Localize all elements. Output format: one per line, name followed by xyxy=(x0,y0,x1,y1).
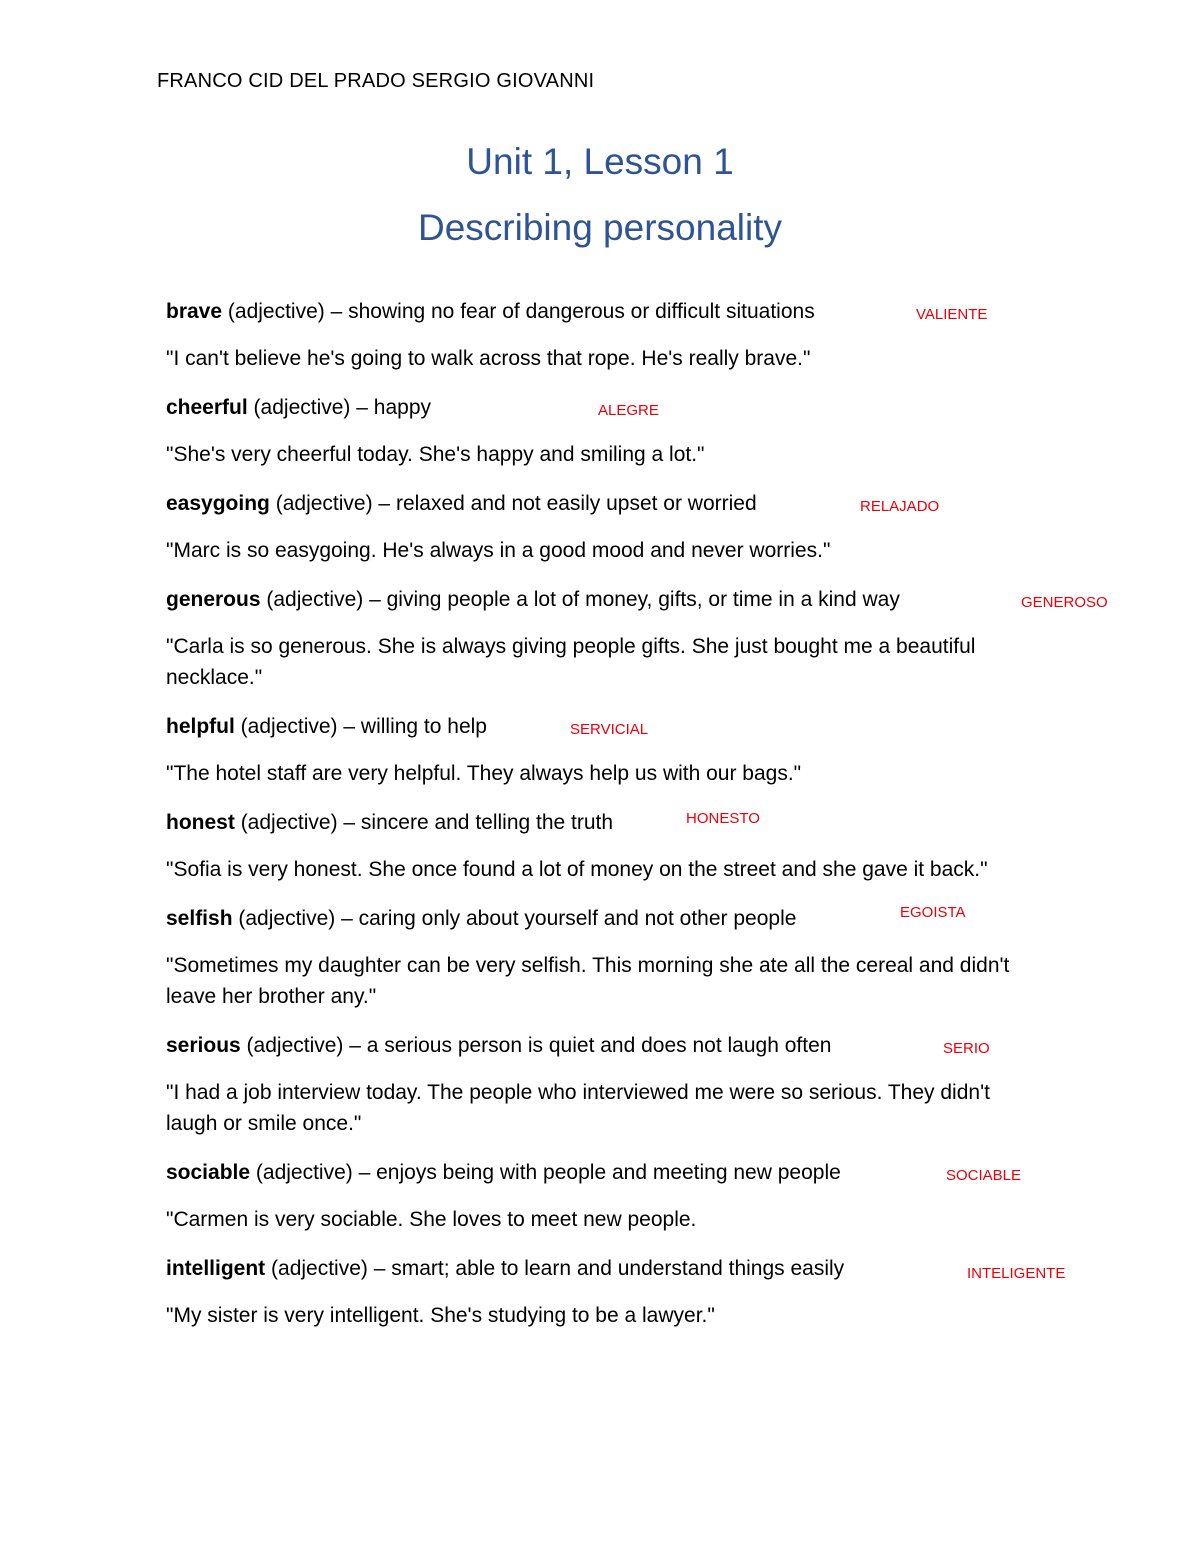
definition-line: brave (adjective) – showing no fear of dangerous or difficult situations VALIENTE xyxy=(166,296,1156,328)
vocab-entry-serious xyxy=(166,1030,1156,1139)
definition-line: helpful (adjective) – willing to help SERVICIAL xyxy=(166,711,1156,743)
vocab-word: brave xyxy=(166,300,223,323)
spanish-translation: ALEGRE xyxy=(598,402,659,419)
spanish-translation: VALIENTE xyxy=(916,306,988,323)
definition-line: serious (adjective) – a serious person is quiet and does not laugh often SERIO xyxy=(166,1030,1156,1062)
vocab-word: serious xyxy=(166,1034,241,1057)
lesson-title: Unit 1, Lesson 1 xyxy=(466,141,734,182)
vocab-word: intelligent xyxy=(166,1257,266,1280)
vocab-word: selfish xyxy=(166,907,233,930)
author-name: FRANCO CID DEL PRADO SERGIO GIOVANNI xyxy=(157,70,595,92)
spanish-translation: SOCIABLE xyxy=(946,1167,1022,1184)
definition-text: willing to help xyxy=(360,715,487,738)
definition-text: relaxed and not easily upset or worried xyxy=(395,492,757,515)
definition-line: generous (adjective) – giving people a lot of money, gifts, or time in a kind way GENEROSO xyxy=(166,584,1156,616)
definition-text: enjoys being with people and meeting new people xyxy=(376,1161,841,1184)
part-of-speech: (adjective) xyxy=(240,715,338,738)
example-sentence: "I can't believe he's going to walk across that rope. He's really brave." xyxy=(166,347,811,370)
vocab-word: cheerful xyxy=(166,396,248,419)
vocab-entry-selfish xyxy=(166,903,1156,1012)
definition-text: happy xyxy=(373,396,431,419)
vocab-entry-brave xyxy=(166,296,1156,374)
definition-line: sociable (adjective) – enjoys being with people and meeting new people SOCIABLE xyxy=(166,1157,1156,1189)
vocab-entry-generous xyxy=(166,584,1156,693)
part-of-speech: (adjective) xyxy=(271,1257,368,1280)
vocab-entry-cheerful xyxy=(166,392,1156,470)
part-of-speech: (adjective) xyxy=(227,300,325,323)
spanish-translation: SERIO xyxy=(943,1040,990,1057)
vocab-word: sociable xyxy=(166,1161,251,1184)
definition-line: selfish (adjective) – caring only about yourself and not other people EGOISTA xyxy=(166,903,1156,935)
vocab-entry-sociable xyxy=(166,1157,1156,1235)
definition-text: sincere and telling the truth xyxy=(360,811,614,834)
spanish-translation: EGOISTA xyxy=(900,904,966,921)
definition-text: caring only about yourself and not other people xyxy=(358,907,797,930)
vocab-word: generous xyxy=(166,588,261,611)
example-sentence: "The hotel staff are very helpful. They always help us with our bags." xyxy=(166,762,802,785)
example-sentence: "Sometimes my daughter can be very selfish. This morning she ate all the cereal and didn't leave her brother any." xyxy=(166,954,1010,1008)
vocab-entry-easygoing xyxy=(166,488,1156,566)
vocab-word: easygoing xyxy=(166,492,270,515)
example-sentence: "Sofia is very honest. She once found a lot of money on the street and she gave it back." xyxy=(166,858,988,881)
vocab-entry-helpful xyxy=(166,711,1156,789)
spanish-translation: SERVICIAL xyxy=(570,721,649,738)
definition-line: cheerful (adjective) – happy ALEGRE xyxy=(166,392,1156,424)
vocabulary-list xyxy=(166,296,1156,1349)
definition-text: giving people a lot of money, gifts, or time in a kind way xyxy=(386,588,900,611)
spanish-translation: GENEROSO xyxy=(1021,594,1108,611)
part-of-speech: (adjective) xyxy=(238,907,336,930)
part-of-speech: (adjective) xyxy=(266,588,364,611)
example-sentence: "She's very cheerful today. She's happy and smiling a lot." xyxy=(166,443,705,466)
vocab-word: honest xyxy=(166,811,235,834)
part-of-speech: (adjective) xyxy=(253,396,351,419)
vocab-entry-honest xyxy=(166,807,1156,885)
vocab-entry-intelligent xyxy=(166,1253,1156,1331)
definition-line: honest (adjective) – sincere and telling the truth HONESTO xyxy=(166,807,1156,839)
definition-text: smart; able to learn and understand things easily xyxy=(391,1257,845,1280)
spanish-translation: RELAJADO xyxy=(860,498,940,515)
definition-line: intelligent (adjective) – smart; able to learn and understand things easily INTELIGENTE xyxy=(166,1253,1156,1285)
lesson-subtitle: Describing personality xyxy=(417,207,782,248)
example-sentence: "Carmen is very sociable. She loves to meet new people. xyxy=(166,1208,697,1231)
part-of-speech: (adjective) xyxy=(275,492,373,515)
part-of-speech: (adjective) xyxy=(255,1161,353,1184)
vocab-word: helpful xyxy=(166,715,235,738)
example-sentence: "Marc is so easygoing. He's always in a good mood and never worries." xyxy=(166,539,831,562)
definition-text: a serious person is quiet and does not laugh often xyxy=(366,1034,832,1057)
example-sentence: "Carla is so generous. She is always giving people gifts. She just bought me a beautiful necklace." xyxy=(166,635,976,689)
spanish-translation: INTELIGENTE xyxy=(967,1265,1066,1282)
example-sentence: "I had a job interview today. The people who interviewed me were so serious. They didn't laugh or smile once." xyxy=(166,1081,990,1135)
spanish-translation: HONESTO xyxy=(686,810,760,827)
part-of-speech: (adjective) xyxy=(246,1034,344,1057)
definition-line: easygoing (adjective) – relaxed and not easily upset or worried RELAJADO xyxy=(166,488,1156,520)
part-of-speech: (adjective) xyxy=(240,811,338,834)
example-sentence: "My sister is very intelligent. She's studying to be a lawyer." xyxy=(166,1304,715,1327)
definition-text: showing no fear of dangerous or difficult situations xyxy=(348,300,815,323)
